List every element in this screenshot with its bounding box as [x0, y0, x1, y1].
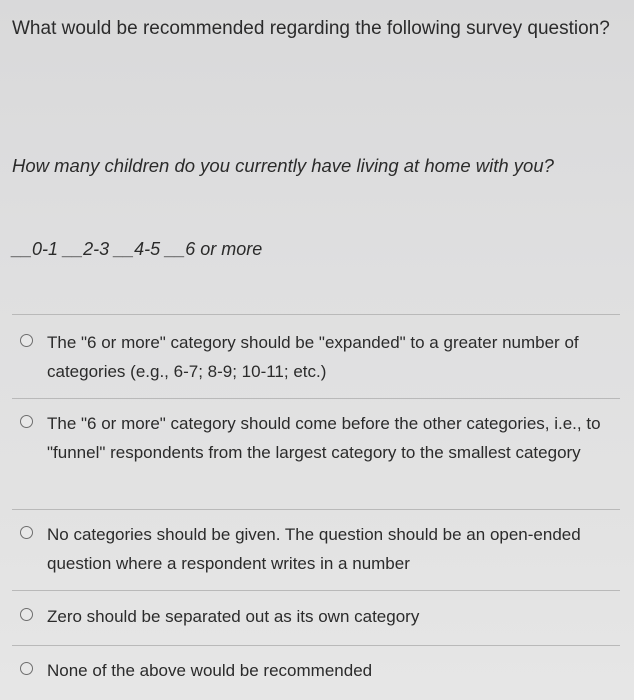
survey-question-text: How many children do you currently have living at home with you? — [12, 155, 554, 176]
radio-button-icon[interactable] — [20, 662, 33, 675]
survey-choices — [12, 235, 262, 263]
divider — [12, 509, 620, 510]
radio-button-icon[interactable] — [20, 334, 33, 347]
question-prompt: What would be recommended regarding the following survey question? — [12, 18, 610, 39]
survey-choice-2-3: __2-3 — [63, 239, 110, 259]
answer-option-none-of-the-above[interactable] — [20, 656, 616, 685]
answer-option-label: No categories should be given. The question should be an open-ended question where a respondent writes in a number — [47, 525, 581, 573]
answer-option-expand-categories[interactable] — [20, 328, 616, 386]
answer-option-label: The "6 or more" category should come before the other categories, i.e., to "funnel" respondents from the largest category to the smallest category — [47, 414, 601, 462]
radio-button-icon[interactable] — [20, 608, 33, 621]
divider — [12, 645, 620, 646]
radio-button-icon[interactable] — [20, 526, 33, 539]
answer-option-open-ended[interactable] — [20, 520, 616, 578]
answer-option-funnel-order[interactable] — [20, 409, 616, 467]
answer-option-label: The "6 or more" category should be "expanded" to a greater number of categories (e.g., 6-7; 8-9; 10-11; etc.) — [47, 333, 579, 381]
answer-option-label: Zero should be separated out as its own category — [47, 607, 420, 626]
radio-button-icon[interactable] — [20, 415, 33, 428]
divider — [12, 590, 620, 591]
survey-choice-0-1: __0-1 — [12, 239, 59, 259]
survey-choice-6-or-more: __6 or more — [165, 239, 263, 259]
answer-option-separate-zero[interactable] — [20, 602, 616, 631]
divider — [12, 398, 620, 399]
survey-choice-4-5: __4-5 — [114, 239, 161, 259]
answer-option-label: None of the above would be recommended — [47, 661, 373, 680]
divider — [12, 314, 620, 315]
